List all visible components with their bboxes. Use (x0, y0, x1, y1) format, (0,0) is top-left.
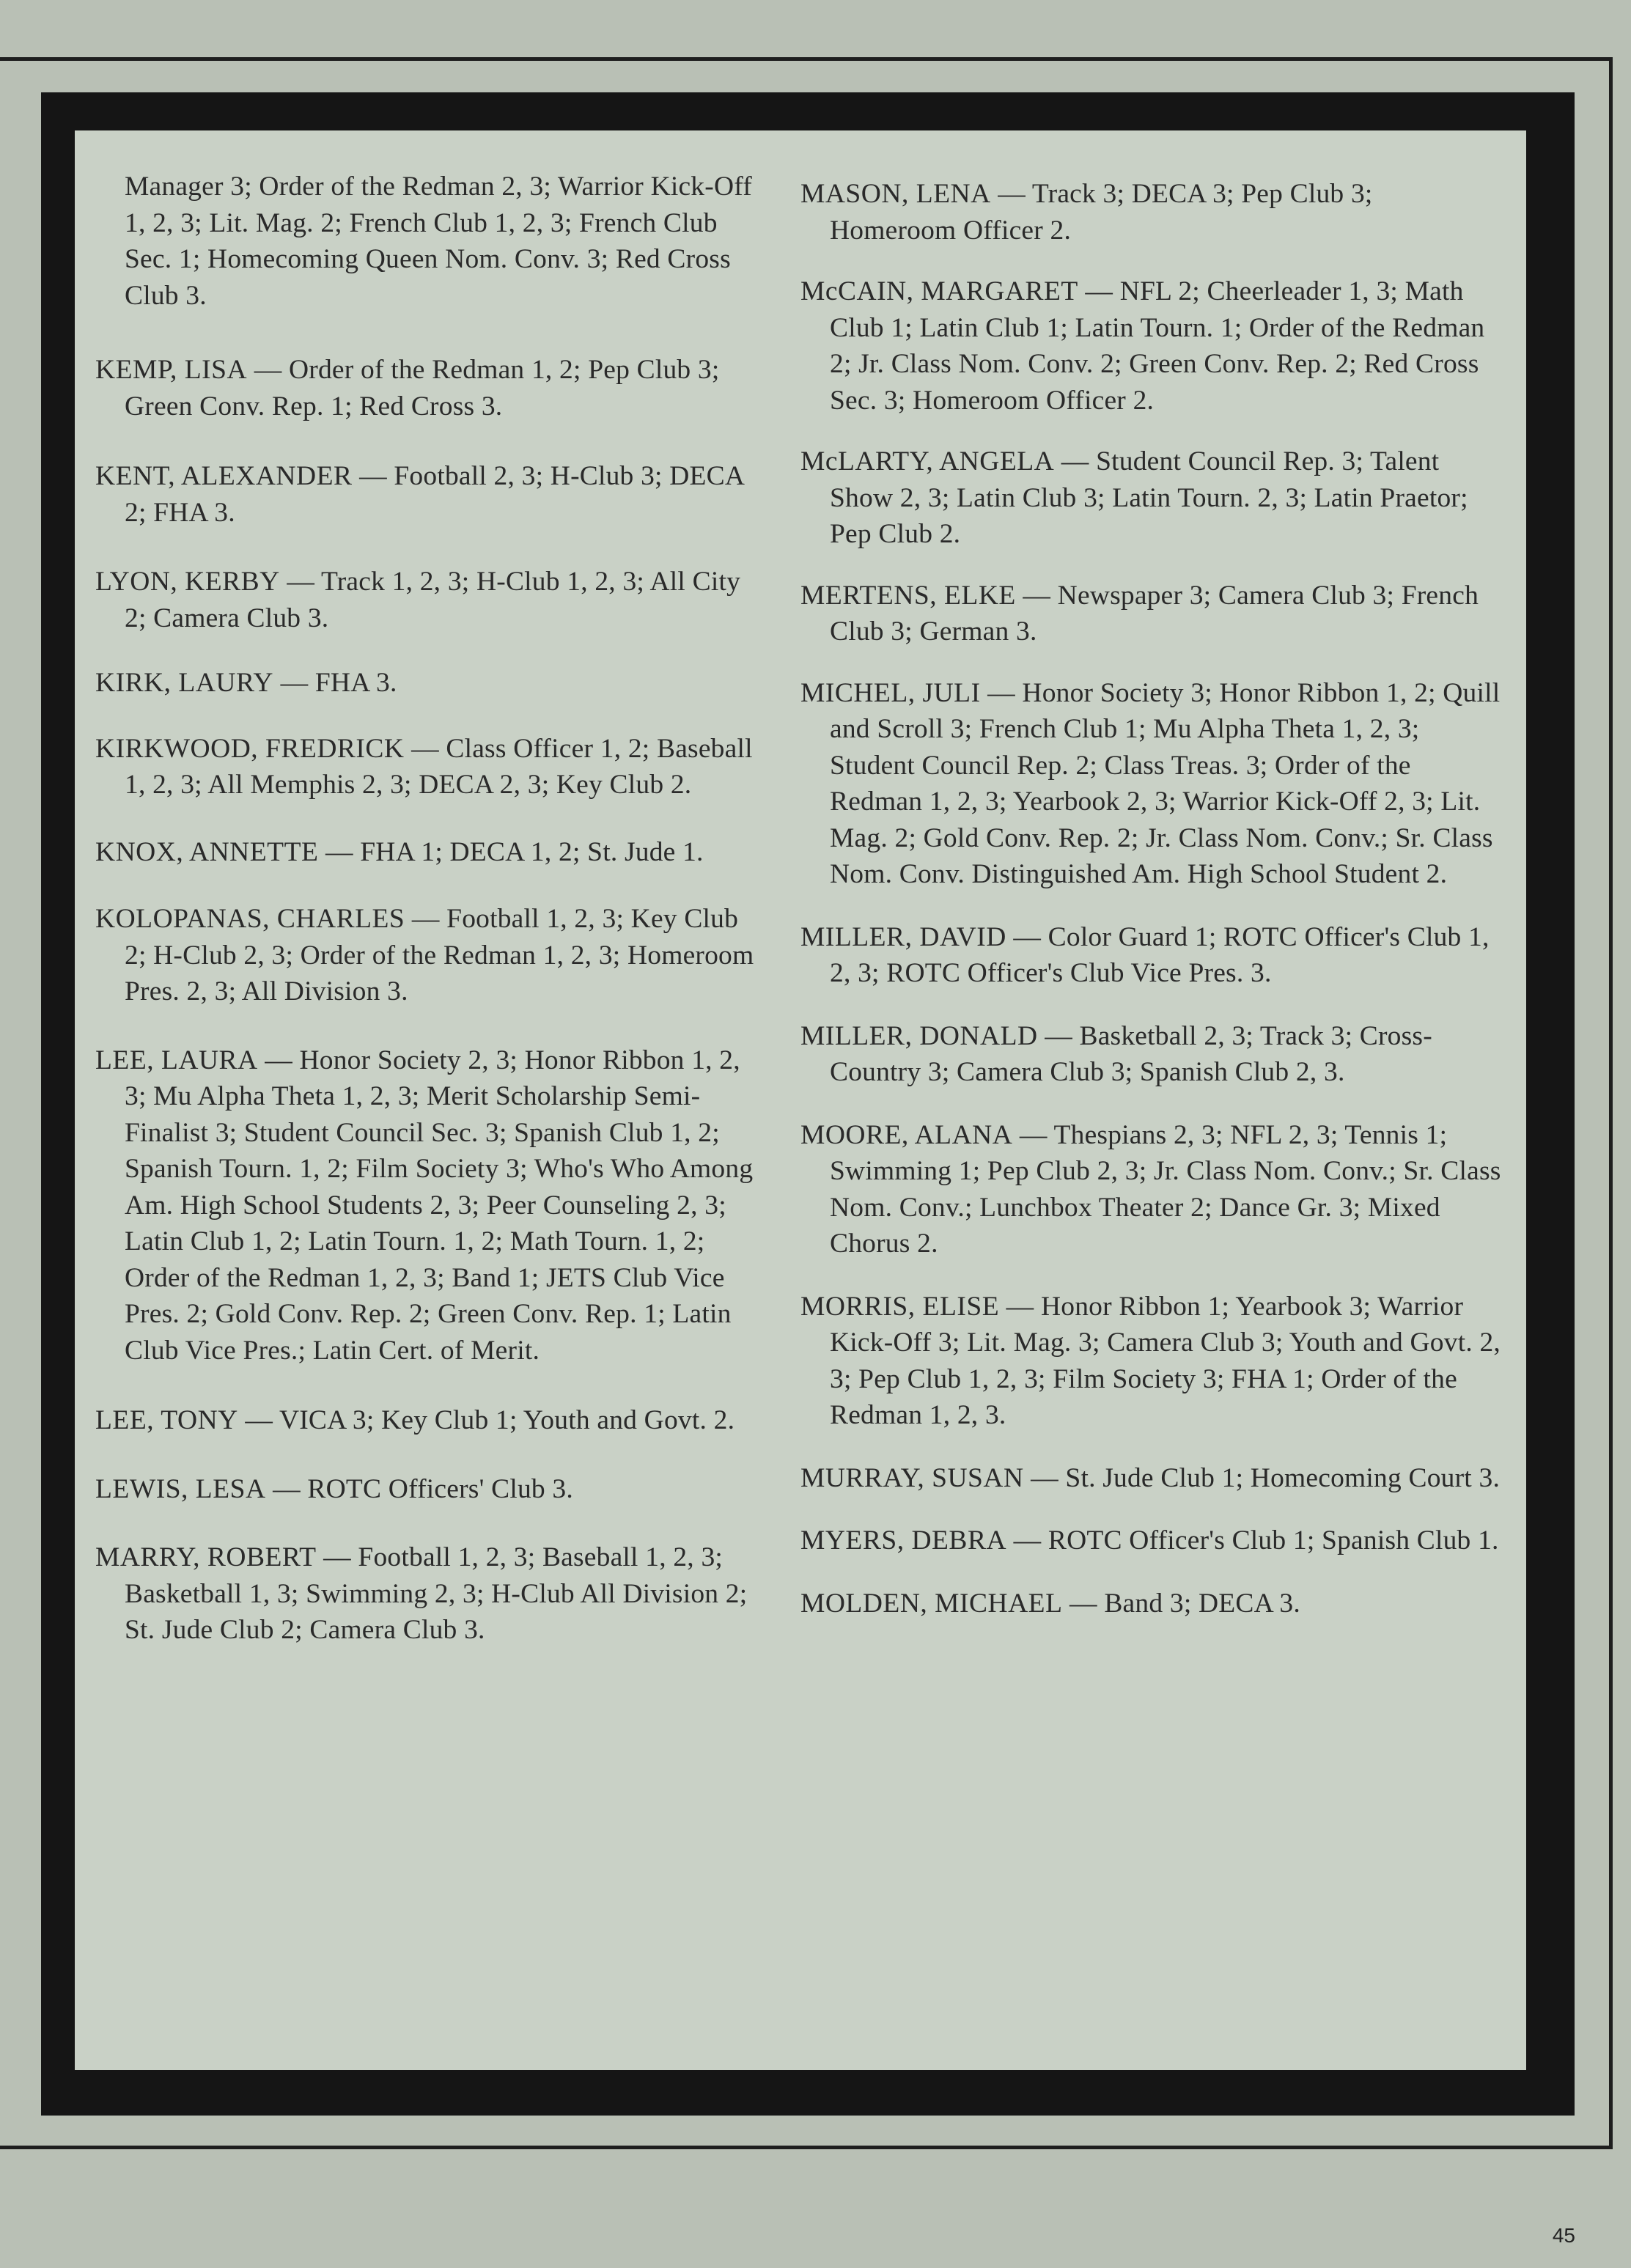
entry-name: LEWIS, LESA (95, 1473, 266, 1504)
entry-mason-lena: MASON, LENA — Track 3; DECA 3; Pep Club 3; Homeroom Officer 2. (800, 179, 1373, 246)
entry-text: NFL 2; Cheerleader 1, 3; Math Club 1; Latin Club 1; Latin Tourn. 1; Order of the Redman 2; Jr. Class Nom. Conv. 2; Green Conv. Rep. 2; Red Cross Sec. 3; Homeroom Officer 2. (830, 276, 1485, 416)
entry-text: VICA 3; Key Club 1; Youth and Govt. 2. (279, 1405, 735, 1435)
entry-myers-debra: MYERS, DEBRA — ROTC Officer's Club 1; Spanish Club 1. (800, 1525, 1499, 1555)
entry-name: MASON, LENA (800, 179, 991, 209)
page-number: 45 (1552, 2224, 1575, 2247)
entry-name: MERTENS, ELKE (800, 580, 1016, 611)
entry-name: KNOX, ANNETTE (95, 836, 319, 867)
entry-mertens-elke: MERTENS, ELKE — Newspaper 3; Camera Club 3; French Club 3; German 3. (800, 580, 1479, 647)
entry-text: Manager 3; Order of the Redman 2, 3; Warrior Kick-Off 1, 2, 3; Lit. Mag. 2; French Club 1, 2, 3; French Club Sec. 1; Homecoming Queen Nom. Conv. 3; Red Cross Club 3. (125, 172, 752, 311)
entry-name: LEE, TONY (95, 1405, 238, 1435)
entry-text: Football 2, 3; H-Club 3; DECA 2; FHA 3. (125, 461, 744, 528)
entry-lyon-kerby: LYON, KERBY — Track 1, 2, 3; H-Club 1, 2, 3; All City 2; Camera Club 3. (95, 567, 741, 633)
entry-text: St. Jude Club 1; Homecoming Court 3. (1065, 1462, 1501, 1493)
entry-murray-susan: MURRAY, SUSAN — St. Jude Club 1; Homecoming Court 3. (800, 1462, 1501, 1493)
entry-name: McCAIN, MARGARET (800, 276, 1078, 306)
entry-name: MILLER, DAVID (800, 921, 1006, 952)
entry-name: KENT, ALEXANDER (95, 461, 353, 491)
entry-name: LYON, KERBY (95, 567, 280, 597)
entry-mccain-margaret: McCAIN, MARGARET — NFL 2; Cheerleader 1, 3; Math Club 1; Latin Club 1; Latin Tourn. 1; Order of the Redman 2; Jr. Class Nom. Conv. 2; Green Conv. Rep. 2; Red Cross Sec. 3; Homeroom Officer 2. (800, 276, 1485, 416)
entry-name: LEE, LAURA (95, 1045, 258, 1075)
entry-lee-laura: LEE, LAURA — Honor Society 2, 3; Honor Ribbon 1, 2, 3; Mu Alpha Theta 1, 2, 3; Merit Scholarship Semi-Finalist 3; Student Council Sec. 3; Spanish Club 1, 2; Spanish Tourn. 1, 2; Film Society 3; Who's Who Among Am. High School Students 2, 3; Peer Counseling 2, 3; Latin Club 1, 2; Latin Tourn. 1, 2; Math Tourn. 1, 2; Order of the Redman 1, 2, 3; Band 1; JETS Club Vice Pres. 2; Gold Conv. Rep. 2; Green Conv. Rep. 1; Latin Club Vice Pres.; Latin Cert. of Merit. (95, 1045, 754, 1366)
entry-mclarty-angela: McLARTY, ANGELA — Student Council Rep. 3; Talent Show 2, 3; Latin Club 3; Latin Tourn. 2, 3; Latin Praetor; Pep Club 2. (800, 446, 1468, 549)
entry-name: MILLER, DONALD (800, 1020, 1038, 1051)
entry-name: MOLDEN, MICHAEL (800, 1588, 1063, 1619)
entry-kemp-lisa: KEMP, LISA — Order of the Redman 1, 2; Pep Club 3; Green Conv. Rep. 1; Red Cross 3. (95, 355, 720, 421)
entry-text: FHA 3. (314, 668, 397, 698)
entry-name: KIRK, LAURY (95, 668, 274, 698)
entry-kent-alexander: KENT, ALEXANDER — Football 2, 3; H-Club 3; DECA 2; FHA 3. (95, 461, 744, 528)
entry-text: ROTC Officer's Club 1; Spanish Club 1. (1048, 1525, 1499, 1555)
entry-text: Basketball 2, 3; Track 3; Cross-Country 3; Camera Club 3; Spanish Club 2, 3. (830, 1020, 1432, 1087)
entry-name: McLARTY, ANGELA (800, 446, 1055, 476)
entry-text: Order of the Redman 1, 2; Pep Club 3; Green Conv. Rep. 1; Red Cross 3. (125, 355, 720, 421)
entry-text: Track 1, 2, 3; H-Club 1, 2, 3; All City 2; Camera Club 3. (125, 567, 741, 633)
entry-text: FHA 1; DECA 1, 2; St. Jude 1. (360, 836, 704, 867)
entry-name: MICHEL, JULI (800, 677, 981, 708)
entry-continued (95, 169, 755, 314)
entry-molden-michael: MOLDEN, MICHAEL — Band 3; DECA 3. (800, 1588, 1300, 1619)
entry-text: Honor Society 3; Honor Ribbon 1, 2; Quill and Scroll 3; French Club 1; Mu Alpha Theta 1, 2, 3; Student Council Rep. 2; Class Treas. 3; Order of the Redman 1, 2, 3; Yearbook 2, 3; Warrior Kick-Off 2, 3; Lit. Mag. 2; Gold Conv. Rep. 2; Jr. Class Nom. Conv.; Sr. Class Nom. Conv. Distinguished Am. High School Student 2. (830, 677, 1501, 889)
black-frame (41, 92, 1575, 2116)
entry-kolopanas-charles: KOLOPANAS, CHARLES — Football 1, 2, 3; Key Club 2; H-Club 2, 3; Order of the Redman 1, 2, 3; Homeroom Pres. 2, 3; All Division 3. (95, 904, 754, 1006)
entry-text: Student Council Rep. 3; Talent Show 2, 3; Latin Club 3; Latin Tourn. 2, 3; Latin Praetor; Pep Club 2. (830, 446, 1468, 549)
entry-text: Honor Ribbon 1; Yearbook 3; Warrior Kick-Off 3; Lit. Mag. 3; Camera Club 3; Youth and Govt. 2, 3; Pep Club 1, 2, 3; Film Society 3; FHA 1; Order of the Redman 1, 2, 3. (830, 1291, 1501, 1430)
entry-text: ROTC Officers' Club 3. (307, 1473, 573, 1504)
left-column (95, 130, 755, 2070)
entry-text: Newspaper 3; Camera Club 3; French Club 3; German 3. (830, 580, 1479, 647)
entry-text: Thespians 2, 3; NFL 2, 3; Tennis 1; Swimming 1; Pep Club 2, 3; Jr. Class Nom. Conv.; Sr. Class Nom. Conv.; Lunchbox Theater 2; Dance Gr. 3; Mixed Chorus 2. (830, 1119, 1501, 1259)
entry-marry-robert: MARRY, ROBERT — Football 1, 2, 3; Baseball 1, 2, 3; Basketball 1, 3; Swimming 2, 3; H-Club All Division 2; St. Jude Club 2; Camera Club 3. (95, 1542, 748, 1645)
entry-name: MYERS, DEBRA (800, 1525, 1007, 1555)
entry-kirk-laury: KIRK, LAURY — FHA 3. (95, 668, 397, 698)
entry-name: KIRKWOOD, FREDRICK (95, 733, 405, 764)
entry-lee-tony: LEE, TONY — VICA 3; Key Club 1; Youth and Govt. 2. (95, 1405, 735, 1435)
entry-name: KOLOPANAS, CHARLES (95, 904, 405, 934)
entry-miller-donald: MILLER, DONALD — Basketball 2, 3; Track 3; Cross-Country 3; Camera Club 3; Spanish Club 2, 3. (800, 1020, 1432, 1087)
entry-text: Track 3; DECA 3; Pep Club 3; Homeroom Officer 2. (830, 179, 1373, 246)
entry-knox-annette: KNOX, ANNETTE — FHA 1; DECA 1, 2; St. Jude 1. (95, 836, 704, 867)
entry-name: MARRY, ROBERT (95, 1542, 317, 1572)
entry-text: Football 1, 2, 3; Baseball 1, 2, 3; Basketball 1, 3; Swimming 2, 3; H-Club All Division 2; St. Jude Club 2; Camera Club 3. (125, 1542, 748, 1645)
entry-name: MORRIS, ELISE (800, 1291, 1000, 1322)
entry-name: MOORE, ALANA (800, 1119, 1013, 1150)
entry-text: Class Officer 1, 2; Baseball 1, 2, 3; All Memphis 2, 3; DECA 2, 3; Key Club 2. (125, 733, 753, 800)
entry-morris-elise: MORRIS, ELISE — Honor Ribbon 1; Yearbook 3; Warrior Kick-Off 3; Lit. Mag. 3; Camera Club 3; Youth and Govt. 2, 3; Pep Club 1, 2, 3; Film Society 3; FHA 1; Order of the Redman 1, 2, 3. (800, 1291, 1501, 1430)
entry-kirkwood-fredrick: KIRKWOOD, FREDRICK — Class Officer 1, 2; Baseball 1, 2, 3; All Memphis 2, 3; DECA 2, 3; Key Club 2. (95, 733, 753, 800)
entry-name: MURRAY, SUSAN (800, 1462, 1024, 1493)
entry-text: Color Guard 1; ROTC Officer's Club 1, 2, 3; ROTC Officer's Club Vice Pres. 3. (830, 921, 1490, 988)
entry-name: KEMP, LISA (95, 355, 248, 385)
entry-michel-juli: MICHEL, JULI — Honor Society 3; Honor Ribbon 1, 2; Quill and Scroll 3; French Club 1; Mu Alpha Theta 1, 2, 3; Student Council Rep. 2; Class Treas. 3; Order of the Redman 1, 2, 3; Yearbook 2, 3; Warrior Kick-Off 2, 3; Lit. Mag. 2; Gold Conv. Rep. 2; Jr. Class Nom. Conv.; Sr. Class Nom. Conv. Distinguished Am. High School Student 2. (800, 677, 1501, 889)
text-panel (75, 130, 1526, 2070)
entry-text: Honor Society 2, 3; Honor Ribbon 1, 2, 3; Mu Alpha Theta 1, 2, 3; Merit Scholarship Semi-Finalist 3; Student Council Sec. 3; Spanish Club 1, 2; Spanish Tourn. 1, 2; Film Society 3; Who's Who Among Am. High School Students 2, 3; Peer Counseling 2, 3; Latin Club 1, 2; Latin Tourn. 1, 2; Math Tourn. 1, 2; Order of the Redman 1, 2, 3; Band 1; JETS Club Vice Pres. 2; Gold Conv. Rep. 2; Green Conv. Rep. 1; Latin Club Vice Pres.; Latin Cert. of Merit. (125, 1045, 754, 1366)
entry-text: Football 1, 2, 3; Key Club 2; H-Club 2, 3; Order of the Redman 1, 2, 3; Homeroom Pres. 2, 3; All Division 3. (125, 904, 754, 1006)
entry-miller-david: MILLER, DAVID — Color Guard 1; ROTC Officer's Club 1, 2, 3; ROTC Officer's Club Vice Pres. 3. (800, 921, 1490, 988)
entry-lewis-lesa: LEWIS, LESA — ROTC Officers' Club 3. (95, 1473, 573, 1504)
entry-moore-alana: MOORE, ALANA — Thespians 2, 3; NFL 2, 3; Tennis 1; Swimming 1; Pep Club 2, 3; Jr. Class Nom. Conv.; Sr. Class Nom. Conv.; Lunchbox Theater 2; Dance Gr. 3; Mixed Chorus 2. (800, 1119, 1501, 1259)
entry-text: Band 3; DECA 3. (1104, 1588, 1300, 1619)
right-column (800, 130, 1504, 2070)
